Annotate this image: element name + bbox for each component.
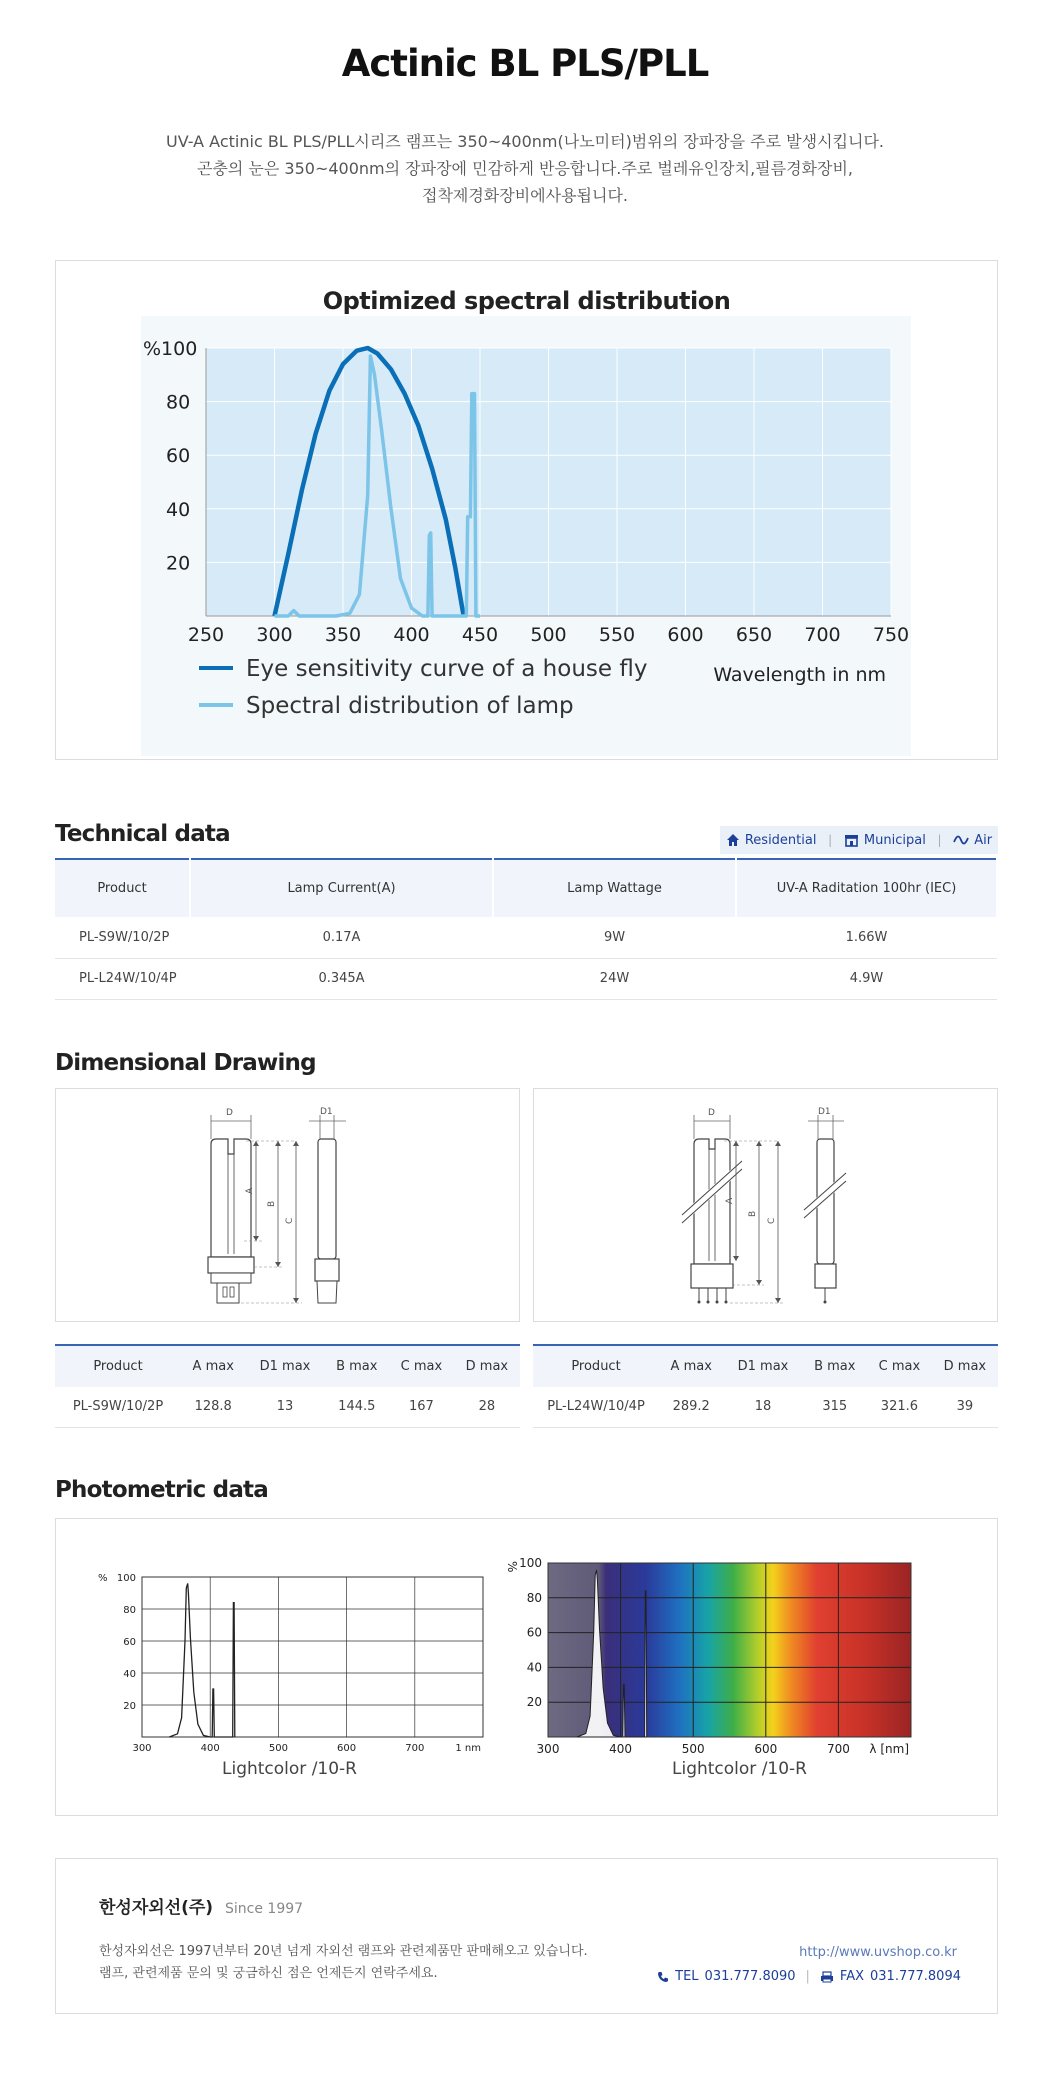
lamp-drawing-pll bbox=[534, 1089, 999, 1323]
x-tick-label: 650 bbox=[735, 624, 773, 646]
x-tick-label: λ [nm] bbox=[869, 1742, 909, 1756]
x-tick-label: 600 bbox=[337, 1743, 357, 1754]
table-cell: PL-L24W/10/4P bbox=[533, 1387, 659, 1427]
x-tick-label: 700 bbox=[826, 1742, 850, 1756]
y-unit-label: % bbox=[505, 1561, 519, 1573]
column-header: D1 max bbox=[245, 1345, 324, 1387]
intro-line: 접착제경화장비에사용됩니다. bbox=[421, 186, 628, 205]
fax-number[interactable]: 031.777.8094 bbox=[870, 1969, 961, 1984]
table-cell: 24W bbox=[493, 958, 736, 999]
table-cell: PL-L24W/10/4P bbox=[55, 958, 190, 999]
x-tick-label: 300 bbox=[132, 1743, 152, 1754]
column-header: C max bbox=[867, 1345, 932, 1387]
table-row bbox=[55, 1387, 520, 1427]
y-tick-label: %100 bbox=[143, 338, 198, 360]
dim-label-b: B bbox=[267, 1200, 277, 1207]
column-header: A max bbox=[181, 1345, 245, 1387]
dim-label-c: C bbox=[285, 1217, 295, 1224]
y-tick-label: 40 bbox=[123, 1669, 136, 1680]
y-unit-label: % bbox=[98, 1573, 108, 1584]
y-tick-label: 80 bbox=[526, 1590, 542, 1605]
x-tick-label: 450 bbox=[461, 624, 499, 646]
y-tick-label: 20 bbox=[123, 1701, 136, 1712]
y-tick-label: 80 bbox=[166, 391, 191, 414]
technical-data-title: Technical data bbox=[55, 821, 230, 847]
dim-label-a: A bbox=[725, 1197, 735, 1204]
column-header: Lamp Wattage bbox=[493, 859, 736, 917]
table-row bbox=[533, 1387, 998, 1427]
phone-icon bbox=[657, 1971, 669, 1983]
dimensional-drawing-title: Dimensional Drawing bbox=[55, 1050, 316, 1076]
table-cell: 289.2 bbox=[659, 1387, 723, 1427]
filter-bar bbox=[720, 826, 998, 854]
dim-label-c: C bbox=[767, 1217, 777, 1224]
y-tick-label: 60 bbox=[123, 1637, 136, 1648]
fax-icon bbox=[820, 1971, 834, 1983]
y-tick-label: 20 bbox=[526, 1695, 542, 1710]
column-header: B max bbox=[803, 1345, 867, 1387]
website-link[interactable]: http://www.uvshop.co.kr bbox=[799, 1945, 957, 1960]
spectral-chart bbox=[141, 316, 911, 756]
dimension-table-pll bbox=[533, 1344, 998, 1428]
store-icon bbox=[844, 833, 859, 847]
footer-line: 한성자외선은 1997년부터 20년 넘게 자외선 램프와 관련제품만 판매해오고 있습니다. bbox=[99, 1944, 588, 1959]
table-cell: 39 bbox=[932, 1387, 998, 1427]
legend-label: Eye sensitivity curve of a house fly bbox=[246, 656, 648, 682]
dim-label-d1: D1 bbox=[320, 1107, 333, 1117]
table-row bbox=[55, 917, 997, 958]
fax-label: FAX bbox=[839, 1969, 865, 1984]
x-tick-label: 400 bbox=[393, 624, 430, 646]
table-cell: 4.9W bbox=[736, 958, 997, 999]
filter-label: Municipal bbox=[863, 832, 926, 848]
table-cell: 321.6 bbox=[867, 1387, 932, 1427]
column-header: D max bbox=[454, 1345, 520, 1387]
y-tick-label: 60 bbox=[166, 445, 191, 468]
y-tick-label: 100 bbox=[519, 1556, 542, 1570]
x-tick-label: 750 bbox=[872, 624, 910, 646]
column-header: B max bbox=[325, 1345, 389, 1387]
y-tick-label: 40 bbox=[526, 1660, 542, 1675]
company-footer bbox=[55, 1858, 998, 2014]
intro-text bbox=[0, 128, 1050, 209]
x-tick-label: 300 bbox=[536, 1742, 560, 1756]
x-tick-label: 500 bbox=[681, 1742, 705, 1756]
tel-label: TEL bbox=[675, 1969, 699, 1984]
column-header: D1 max bbox=[723, 1345, 802, 1387]
contact-info bbox=[657, 1969, 961, 1984]
photometric-chart-left bbox=[76, 1561, 496, 1761]
table-row bbox=[55, 958, 997, 999]
table-cell: PL-S9W/10/2P bbox=[55, 917, 190, 958]
x-tick-label: 700 bbox=[405, 1743, 425, 1754]
chart-caption-right: Lightcolor /10-R bbox=[672, 1759, 807, 1779]
column-header: UV-A Raditation 100hr (IEC) bbox=[736, 859, 997, 917]
x-axis-label: Wavelength in nm bbox=[713, 664, 886, 686]
dim-label-d: D bbox=[226, 1108, 233, 1118]
x-tick-label: 350 bbox=[324, 624, 362, 646]
table-cell: 9W bbox=[493, 917, 736, 958]
table-cell: 128.8 bbox=[181, 1387, 245, 1427]
x-tick-label: 400 bbox=[609, 1742, 633, 1756]
y-tick-label: 40 bbox=[166, 498, 191, 521]
table-cell: 167 bbox=[389, 1387, 454, 1427]
x-tick-label: 600 bbox=[667, 624, 704, 646]
table-cell: 144.5 bbox=[325, 1387, 389, 1427]
plot-area bbox=[142, 1577, 483, 1737]
x-tick-label: 400 bbox=[200, 1743, 220, 1754]
y-tick-label: 100 bbox=[116, 1573, 136, 1584]
y-tick-label: 60 bbox=[526, 1625, 542, 1640]
lamp-drawing-pls bbox=[56, 1089, 521, 1323]
page-title: Actinic BL PLS/PLL bbox=[341, 42, 709, 85]
table-cell: 315 bbox=[803, 1387, 867, 1427]
wave-icon bbox=[953, 834, 969, 846]
column-header: Product bbox=[55, 859, 190, 917]
photometric-chart-right bbox=[504, 1553, 984, 1763]
table-cell: PL-S9W/10/2P bbox=[55, 1387, 181, 1427]
column-header: Product bbox=[55, 1345, 181, 1387]
divider: | bbox=[937, 833, 942, 847]
column-header: C max bbox=[389, 1345, 454, 1387]
column-header: D max bbox=[932, 1345, 998, 1387]
table-cell: 28 bbox=[454, 1387, 520, 1427]
dimension-table-pls bbox=[55, 1344, 520, 1428]
photometric-panel bbox=[55, 1518, 998, 1816]
x-tick-label: 700 bbox=[804, 624, 841, 646]
dim-label-a: A bbox=[245, 1187, 255, 1194]
dim-label-b: B bbox=[748, 1210, 758, 1217]
table-cell: 18 bbox=[723, 1387, 802, 1427]
filter-label: Air bbox=[974, 832, 993, 848]
drawing-panel-pls bbox=[55, 1088, 520, 1322]
company-label: 한성자외선(주) bbox=[99, 1898, 214, 1918]
photometric-data-title: Photometric data bbox=[55, 1477, 268, 1503]
x-tick-label: 300 bbox=[256, 624, 293, 646]
footer-description bbox=[99, 1941, 588, 1985]
intro-line: 곤충의 눈은 350~400nm의 장파장에 민감하게 반응합니다.주로 벌레유인장치,필름경화장비, bbox=[196, 159, 854, 178]
table-cell: 13 bbox=[245, 1387, 324, 1427]
divider: | bbox=[828, 833, 833, 847]
company-name bbox=[99, 1893, 303, 1918]
filter-label: Residential bbox=[744, 832, 817, 848]
dim-label-d1: D1 bbox=[818, 1107, 831, 1117]
x-tick-label: 1 nm bbox=[455, 1743, 481, 1754]
filter-air[interactable] bbox=[953, 833, 992, 848]
y-tick-label: 20 bbox=[166, 552, 191, 575]
column-header: Lamp Current(A) bbox=[190, 859, 493, 917]
table-cell: 1.66W bbox=[736, 917, 997, 958]
dim-label-d: D bbox=[708, 1108, 715, 1118]
x-tick-label: 500 bbox=[268, 1743, 288, 1754]
home-icon bbox=[726, 833, 740, 847]
filter-municipal[interactable] bbox=[844, 833, 926, 848]
drawing-panel-pll bbox=[533, 1088, 998, 1322]
y-tick-label: 80 bbox=[123, 1605, 136, 1616]
x-tick-label: 600 bbox=[754, 1742, 778, 1756]
spectral-chart-panel bbox=[55, 260, 998, 760]
chart-title: Optimized spectral distribution bbox=[322, 287, 731, 315]
x-tick-label: 500 bbox=[530, 624, 567, 646]
column-header: Product bbox=[533, 1345, 659, 1387]
x-tick-label: 550 bbox=[598, 624, 636, 646]
x-tick-label: 250 bbox=[187, 624, 225, 646]
table-cell: 0.17A bbox=[190, 917, 493, 958]
since-text: Since 1997 bbox=[225, 1901, 304, 1917]
filter-residential[interactable] bbox=[726, 833, 817, 848]
tel-number[interactable]: 031.777.8090 bbox=[704, 1969, 796, 1984]
column-header: A max bbox=[659, 1345, 723, 1387]
divider: | bbox=[805, 1969, 810, 1984]
chart-caption-left: Lightcolor /10-R bbox=[222, 1759, 357, 1779]
legend-label: Spectral distribution of lamp bbox=[246, 693, 574, 719]
footer-line: 램프, 관련제품 문의 및 궁금하신 점은 언제든지 연락주세요. bbox=[99, 1966, 438, 1981]
table-cell: 0.345A bbox=[190, 958, 493, 999]
technical-data-table bbox=[55, 858, 998, 1000]
intro-line: UV-A Actinic BL PLS/PLL시리즈 램프는 350~400nm(나노미터)범위의 장파장을 주로 발생시킵니다. bbox=[166, 132, 884, 151]
